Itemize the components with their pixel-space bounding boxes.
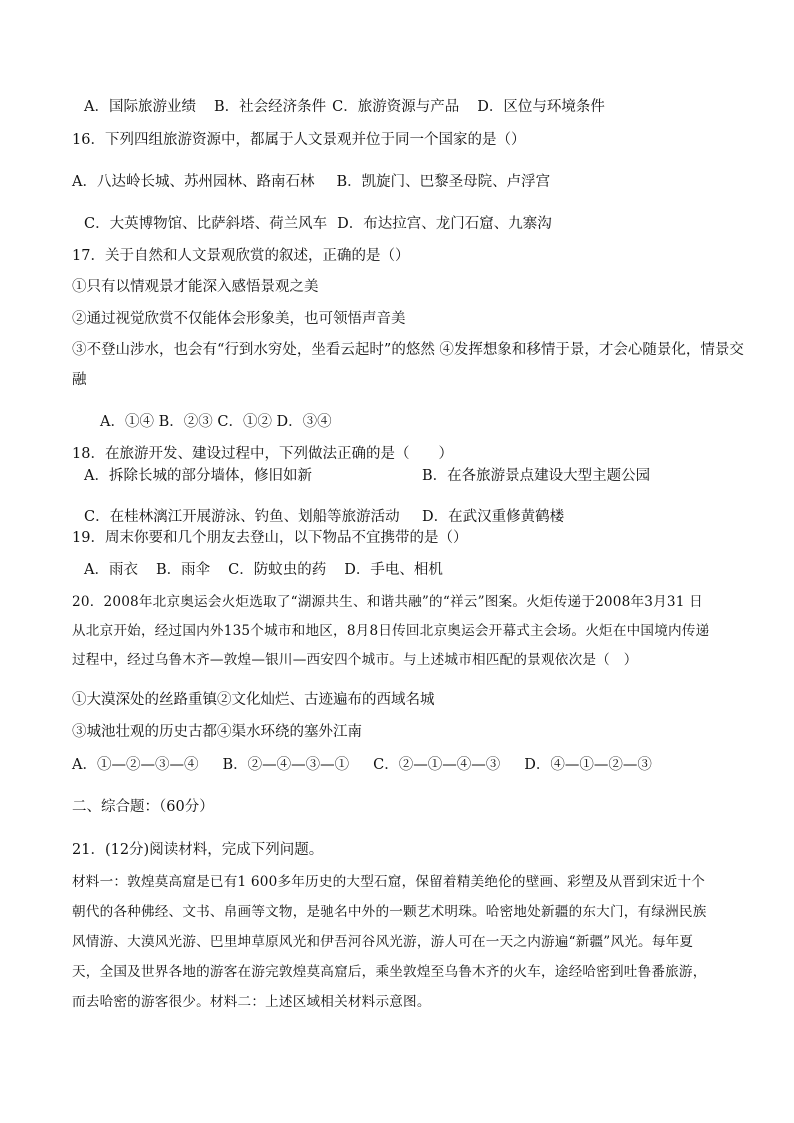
q19-option-c: C．防蚊虫的药 <box>228 562 327 578</box>
q20-line-1: 20．2008年北京奥运会火炬选取了“湖源共生、和谐共融”的“祥云”图案。火炬传递于2008年3月31 日 <box>72 594 703 610</box>
q20-options <box>72 755 670 775</box>
q19-option-d: D．手电、相机 <box>344 562 443 578</box>
q15-option-a: A．国际旅游业绩 <box>84 99 196 115</box>
q20-line-3: 过程中，经过乌鲁木齐—敦煌—银川—西安四个城市。与上述城市相匹配的景观依次是（ ） <box>72 652 638 668</box>
q18-option-a: A．拆除长城的部分墙体，修旧如新 <box>84 468 312 484</box>
q20-statement-1: ①大漠深处的丝路重镇②文化灿烂、古迹遍布的西域名城 <box>72 692 435 708</box>
section-2-heading: 二、综合题：（60分） <box>72 799 214 815</box>
q17-statement-1: ①只有以情观景才能深入感悟景观之美 <box>72 279 319 295</box>
q15-option-b: B．社会经济条件 <box>213 99 327 115</box>
q21-material-line-4: 天，全国及世界各地的游客在游完敦煌莫高窟后，乘坐敦煌至乌鲁木齐的火车，途经哈密到吐鲁番旅游， <box>72 964 707 980</box>
q18-option-d: D．在武汉重修黄鹤楼 <box>422 509 565 525</box>
q21-material-line-3: 风情游、大漠风光游、巴里坤草原风光和伊吾河谷风光游，游人可在一天之内游遍“新疆”风光。每年夏 <box>72 934 694 950</box>
q19-options <box>84 560 461 580</box>
q17-statement-3-cont: 融 <box>72 372 87 388</box>
q16-option-c: C．大英博物馆、比萨斜塔、荷兰风车 <box>84 216 328 232</box>
q20-option-c: C．②—①—④—③ <box>373 757 501 773</box>
q19-stem: 19．周末你要和几个朋友去登山，以下物品不宜携带的是（） <box>72 530 468 546</box>
q18-option-b: B．在各旅游景点建设大型主题公园 <box>422 468 651 484</box>
q17-statement-2: ②通过视觉欣赏不仅能体会形象美，也可领悟声音美 <box>72 311 406 327</box>
q15-options <box>84 97 623 117</box>
q20-option-b: B．②—④—③—① <box>222 757 350 773</box>
q15-option-d: D．区位与环境条件 <box>477 99 605 115</box>
q19-option-b: B．雨伞 <box>155 562 211 578</box>
q20-line-2: 从北京开始，经过国内外135个城市和地区，8月8日传回北京奥运会开幕式主会场。火炬在中国境内传递 <box>72 623 710 639</box>
q17-options: A．①④ B．②③ C．①② D．③④ <box>100 414 332 430</box>
q21-material-line-5: 而去哈密的游客很少。材料二：上述区域相关材料示意图。 <box>72 994 431 1010</box>
q20-option-d: D．④—①—②—③ <box>524 757 652 773</box>
q16-option-d: D．布达拉宫、龙门石窟、九寨沟 <box>337 216 552 232</box>
q19-option-a: A．雨衣 <box>84 562 138 578</box>
q15-option-c: C．旅游资源与产品 <box>332 99 460 115</box>
q20-option-a: A．①—②—③—④ <box>72 757 199 773</box>
q20-statement-2: ③城池壮观的历史古都④渠水环绕的塞外江南 <box>72 724 362 740</box>
q21-material-line-2: 朝代的各种佛经、文书、帛画等文物，是驰名中外的一颗艺术明珠。哈密地处新疆的东大门，有绿洲民族 <box>72 904 707 920</box>
q16-options-ab <box>72 172 568 192</box>
q16-option-a: A．八达岭长城、苏州园林、路南石林 <box>72 174 315 190</box>
q16-stem: 16．下列四组旅游资源中，都属于人文景观并位于同一个国家的是（） <box>72 132 526 148</box>
q18-stem: 18．在旅游开发、建设过程中，下列做法正确的是（ ） <box>72 446 453 462</box>
q17-statement-3: ③不登山涉水，也会有“行到水穷处，坐看云起时”的悠然 ④发挥想象和移情于景，才会心随景化，情景交 <box>72 342 744 358</box>
q21-material-line-1: 材料一：敦煌莫高窟是已有1 600多年历史的大型石窟，保留着精美绝伦的壁画、彩塑及从晋到宋近十个 <box>72 874 706 890</box>
q18-option-c: C．在桂林漓江开展游泳、钓鱼、划船等旅游活动 <box>84 509 400 525</box>
q17-stem: 17．关于自然和人文景观欣赏的叙述，正确的是（） <box>72 248 410 264</box>
q16-options-cd <box>84 214 570 234</box>
q21-stem: 21．(12分)阅读材料，完成下列问题。 <box>72 842 324 858</box>
q16-option-b: B．凯旋门、巴黎圣母院、卢浮宫 <box>336 174 551 190</box>
